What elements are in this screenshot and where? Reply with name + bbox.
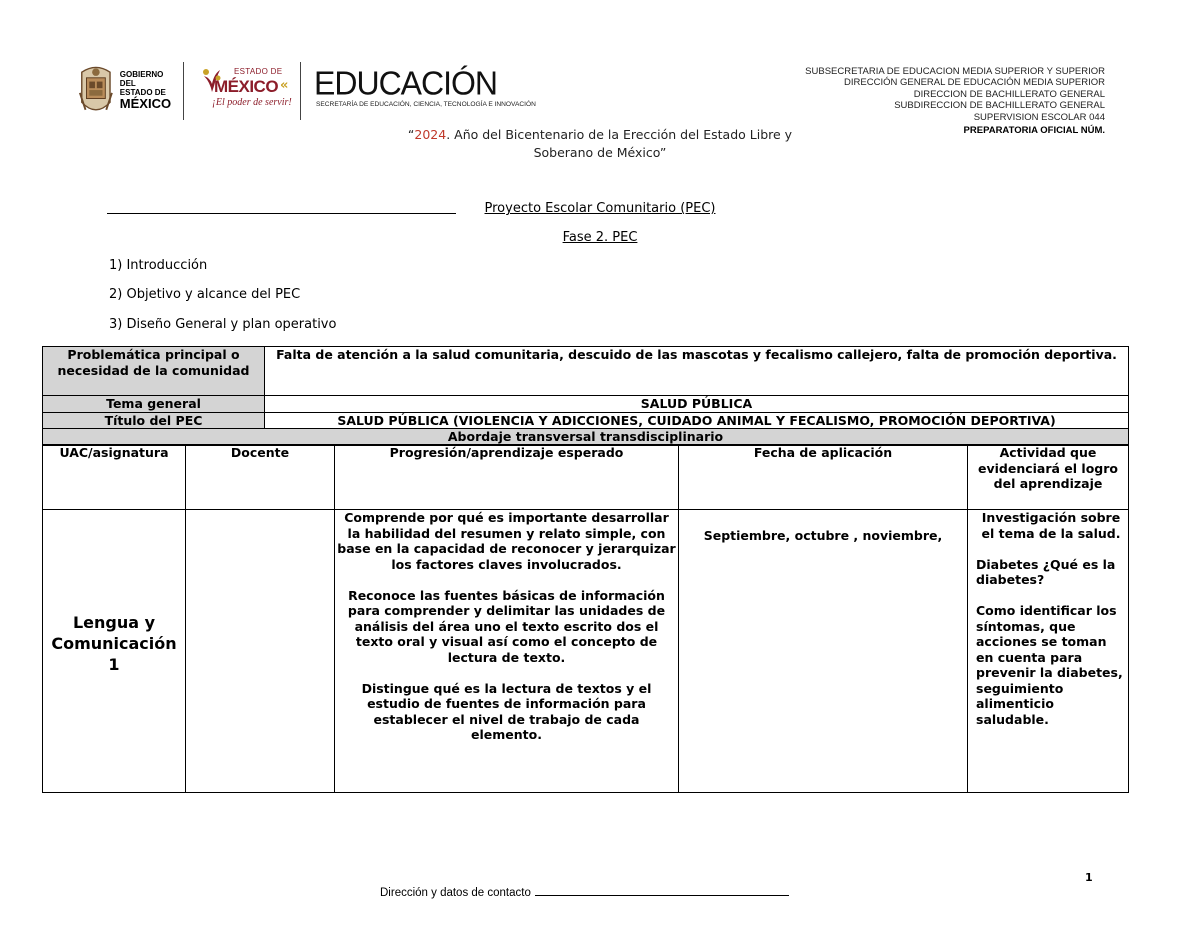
phase-title: Fase 2. PEC bbox=[562, 230, 638, 245]
chevrons-icon: « bbox=[280, 78, 289, 93]
institution-line: SUBSECRETARIA DE EDUCACION MEDIA SUPERIOR Y SUPERIOR bbox=[805, 66, 1105, 77]
header-uac: UAC/asignatura bbox=[43, 445, 186, 510]
edomex-logo-line3: MÉXICO bbox=[119, 96, 172, 112]
summary-table bbox=[42, 346, 1129, 446]
mexico-logo-name: MÉXICO bbox=[214, 77, 279, 96]
teacher-cell bbox=[186, 510, 335, 793]
topic-label: Tema general bbox=[43, 396, 265, 413]
contact-blank-line bbox=[535, 884, 789, 896]
activity-item: Diabetes ¿Qué es la diabetes? bbox=[976, 556, 1116, 587]
table-row bbox=[43, 429, 1129, 446]
problem-label: Problemática principal o necesidad de la comunidad bbox=[43, 347, 265, 396]
edomex-government-logo bbox=[78, 60, 178, 122]
institution-line: DIRECCION DE BACHILLERATO GENERAL bbox=[913, 88, 1105, 100]
logo-divider bbox=[183, 62, 184, 120]
header-docente: Docente bbox=[186, 445, 335, 510]
educacion-logo-title: EDUCACIÓN bbox=[314, 64, 498, 102]
topic-value: SALUD PÚBLICA bbox=[265, 396, 1129, 413]
contact-label: Dirección y datos de contacto bbox=[380, 887, 531, 899]
header-actividad: Actividad que evidenciará el logro del aprendizaje bbox=[968, 445, 1129, 510]
section-diseno: 3) Diseño General y plan operativo bbox=[109, 317, 337, 332]
problem-value: Falta de atención a la salud comunitaria, descuido de las mascotas y fecalismo callejero, falta de promoción deportiva. bbox=[265, 347, 1129, 396]
contact-footer bbox=[380, 884, 789, 899]
pec-title-value: SALUD PÚBLICA (VIOLENCIA Y ADICCIONES, CUIDADO ANIMAL Y FECALISMO, PROMOCIÓN DEPORTIVA) bbox=[265, 412, 1129, 429]
progression-item: Comprende por qué es importante desarrollar la habilidad del resumen y relato simple, con base en la capacidad de reconocer y jerarquizar los factores claves involucrados. bbox=[337, 510, 676, 572]
section-objetivo: 2) Objetivo y alcance del PEC bbox=[109, 287, 301, 302]
table-row bbox=[43, 412, 1129, 429]
mexico-logo-motto: ¡El poder de servir! bbox=[212, 97, 292, 108]
pec-title-label: Título del PEC bbox=[43, 412, 265, 429]
motto-line2: Soberano de México” bbox=[533, 145, 667, 160]
document-title: Proyecto Escolar Comunitario (PEC) bbox=[484, 201, 716, 216]
state-crest-icon bbox=[78, 63, 114, 119]
year-motto bbox=[370, 126, 830, 162]
edomex-logo-line1: GOBIERNO DEL bbox=[119, 69, 164, 88]
institution-header bbox=[805, 66, 1105, 136]
header-progresion: Progresión/aprendizaje esperado bbox=[335, 445, 679, 510]
motto-year: 2024 bbox=[414, 127, 447, 142]
table-row bbox=[43, 510, 1129, 793]
institution-line: DIRECCIÓN GENERAL DE EDUCACIÓN MEDIA SUPERIOR bbox=[844, 77, 1105, 89]
motto-line1: . Año del Bicentenario de la Erección del Estado Libre y bbox=[446, 127, 793, 142]
activity-title: Investigación sobre el tema de la salud. bbox=[981, 510, 1121, 541]
header-fecha: Fecha de aplicación bbox=[679, 445, 968, 510]
table-header-row bbox=[43, 445, 1129, 510]
estado-de-mexico-logo bbox=[196, 62, 296, 120]
activity-item: Como identificar los síntomas, que acciones se toman en cuenta para prevenir la diabetes, seguimiento alimenticio saludable. bbox=[976, 603, 1123, 727]
table-row bbox=[43, 347, 1129, 396]
school-label: PREPARATORIA OFICIAL NÚM. bbox=[963, 125, 1105, 137]
progression-cell bbox=[335, 510, 679, 793]
educacion-logo-subtitle: SECRETARÍA DE EDUCACIÓN, CIENCIA, TECNOLOGÍA E INNOVACIÓN bbox=[316, 101, 536, 108]
section-introduccion: 1) Introducción bbox=[109, 258, 208, 273]
subject-cell bbox=[43, 510, 186, 793]
transversal-header: Abordaje transversal transdisciplinario bbox=[43, 429, 1129, 446]
progression-item: Distingue qué es la lectura de textos y el estudio de fuentes de información para establecer el nivel de trabajo de cada elemento. bbox=[361, 680, 652, 742]
edomex-logo-line2: ESTADO DE bbox=[119, 88, 166, 98]
subject-name: Lengua y Comunicación 1 bbox=[51, 612, 177, 674]
activity-cell bbox=[968, 510, 1129, 793]
mexico-logo-estado: ESTADO DE bbox=[234, 67, 283, 76]
page-number: 1 bbox=[1085, 871, 1093, 884]
educacion-logo bbox=[314, 64, 564, 114]
table-row bbox=[43, 396, 1129, 413]
motto-quote: “ bbox=[407, 127, 415, 142]
institution-line: SUBDIRECCION DE BACHILLERATO GENERAL bbox=[894, 100, 1105, 112]
institution-line: SUPERVISION ESCOLAR 044 bbox=[973, 111, 1105, 123]
progression-item: Reconoce las fuentes básicas de información para comprender y delimitar las unidades de análisis del área uno el texto escrito dos el texto oral y visual así como el concepto de lectura de texto. bbox=[347, 587, 666, 665]
logo-divider bbox=[300, 62, 301, 120]
plan-table bbox=[42, 444, 1129, 793]
dates-cell: Septiembre, octubre , noviembre, bbox=[679, 510, 968, 793]
